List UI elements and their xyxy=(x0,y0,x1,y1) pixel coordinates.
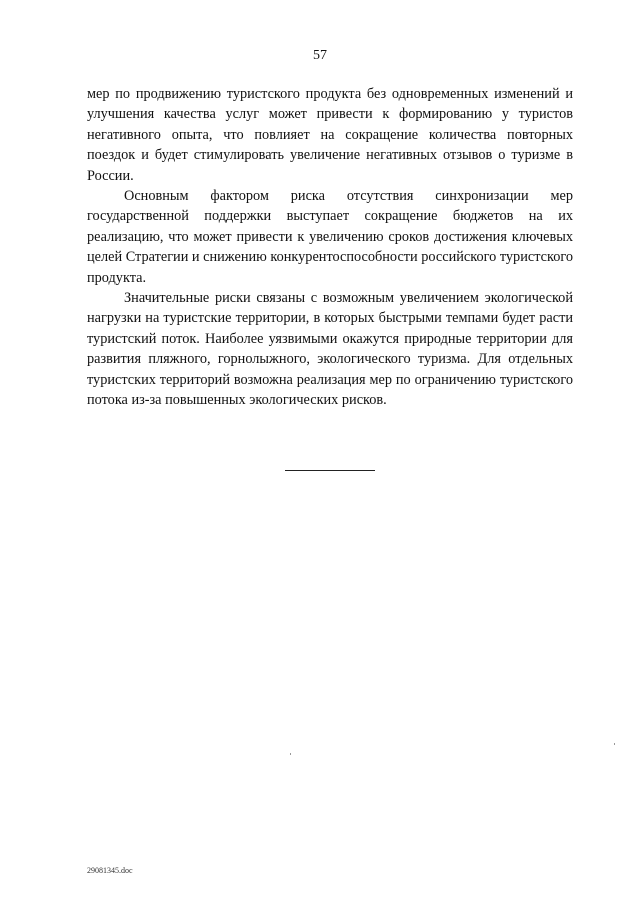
paragraph-continuation: мер по продвижению туристского продукта без одновременных изменений и улучшения качества услуг может привести к формированию у туристов негативного опыта, что повлияет на сокращение количества повторных поездок и будет стимулировать увеличение негативных отзывов о туризме в России. xyxy=(87,86,573,184)
paragraph-budget-risk: Основным фактором риска отсутствия синхронизации мер государственной поддержки выступает сокращение бюджетов на их реализацию, что может привести к увеличению сроков достижения ключевых целей Стратегии и снижению конкурентоспособности российского туристского продукта. xyxy=(87,188,573,286)
section-end-rule xyxy=(285,470,375,471)
page-number: 57 xyxy=(313,48,327,63)
footer-filename: 29081345.doc xyxy=(87,866,133,875)
paragraph-ecological-risk: Значительные риски связаны с возможным увеличением экологической нагрузки на туристские территории, в которых быстрыми темпами будет расти туристский поток. Наиболее уязвимыми окажутся природные территории для развития пляжного, горнолыжного, экологического туризма. Для отдельных туристских территорий возможна реализация мер по ограничению туристского потока из-за повышенных экологических рисков. xyxy=(87,290,573,409)
scan-artifact xyxy=(614,743,615,745)
body-text xyxy=(87,84,573,411)
scan-artifact xyxy=(290,753,291,755)
